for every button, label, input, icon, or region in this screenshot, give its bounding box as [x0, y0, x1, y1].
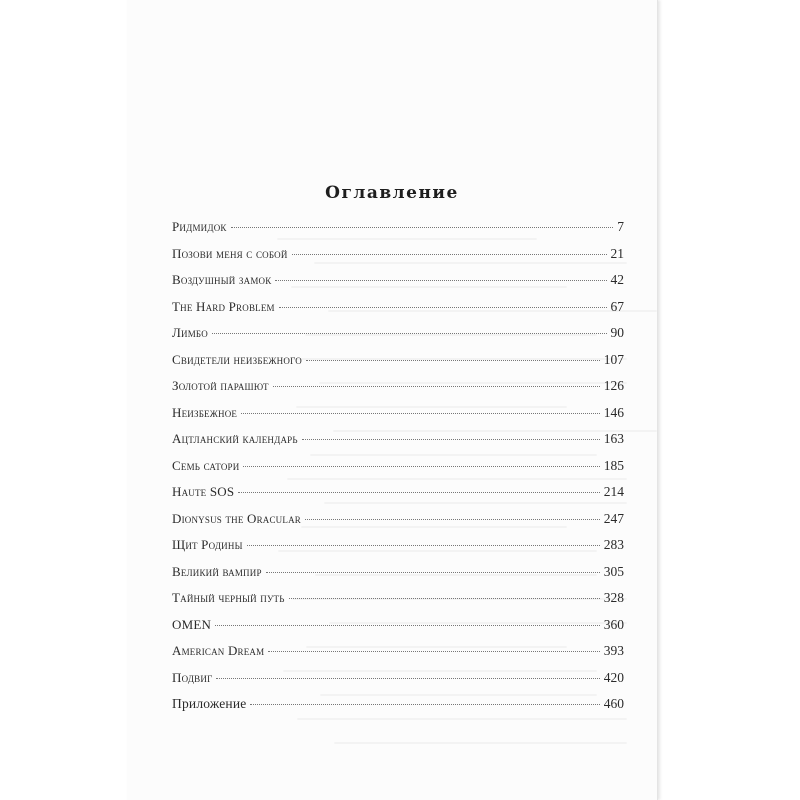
toc-entry — [172, 325, 624, 352]
toc-entry — [172, 378, 624, 405]
toc-entry-page-number: 146 — [603, 404, 624, 420]
toc-entry-page-number: 126 — [603, 378, 624, 393]
page-title: Оглавление — [325, 183, 459, 204]
toc-entry-title: Воздушный замок — [172, 272, 272, 287]
toc-entry — [172, 219, 624, 246]
toc-entry — [172, 670, 624, 697]
toc-entry-title: Щит Родины — [172, 537, 243, 552]
toc-entry-title: Dionysus the Oracular — [172, 510, 301, 526]
dot-leader — [238, 492, 599, 493]
dot-leader — [306, 360, 600, 361]
toc-entry-page-number: 21 — [610, 245, 624, 261]
toc-entry-page-number: 107 — [603, 351, 624, 367]
toc-entry — [172, 405, 624, 432]
dot-leader — [268, 651, 599, 652]
toc-entry — [172, 511, 624, 538]
toc-entry-title: Семь сатори — [172, 457, 240, 473]
dot-leader — [212, 333, 607, 334]
toc-entry-page-number: 7 — [617, 219, 624, 234]
dot-leader — [289, 598, 600, 599]
toc-entry-page-number: 460 — [603, 696, 624, 711]
dot-leader — [216, 678, 599, 679]
toc-entry-title: Ацтланский календарь — [172, 431, 298, 446]
toc-entry-title: American Dream — [172, 643, 265, 658]
toc-entry-page-number: 360 — [603, 616, 624, 632]
toc-entry-title: Haute SOS — [172, 484, 235, 499]
toc-entry-page-number: 305 — [603, 563, 624, 579]
toc-entry-page-number: 90 — [610, 325, 624, 340]
toc-entry — [172, 564, 624, 591]
toc-entry-page-number: 42 — [610, 272, 624, 287]
dot-leader — [292, 254, 607, 255]
toc-entry-title: Подвиг — [172, 669, 213, 685]
toc-entry-title: Тайный черный путь — [172, 590, 285, 605]
toc-entry-title: Лимбо — [172, 325, 208, 340]
toc-entry — [172, 246, 624, 273]
dot-leader — [215, 625, 600, 626]
dot-leader — [275, 280, 606, 281]
toc-entry-page-number: 67 — [610, 298, 624, 314]
toc-entry-title: Ридмидок — [172, 219, 227, 234]
dot-leader — [266, 572, 600, 573]
toc-entry — [172, 590, 624, 617]
toc-entry-title: Великий вампир — [172, 563, 262, 579]
toc-entry-page-number: 163 — [603, 431, 624, 446]
toc-entry-page-number: 393 — [603, 643, 624, 658]
dot-leader — [241, 413, 600, 414]
book-page — [127, 0, 658, 800]
dot-leader — [247, 545, 600, 546]
toc-entry — [172, 299, 624, 326]
toc-entry-title: Неизбежное — [172, 404, 238, 420]
toc-entry-title: Свидетели неизбежного — [172, 351, 302, 367]
toc-entry — [172, 458, 624, 485]
dot-leader — [273, 386, 600, 387]
dot-leader — [305, 519, 600, 520]
toc-entry-title: Позови меня с собой — [172, 245, 288, 261]
toc-entry — [172, 352, 624, 379]
toc-entry — [172, 272, 624, 299]
toc-entry-title: OMEN — [172, 616, 212, 632]
toc-entry — [172, 643, 624, 670]
toc-entry — [172, 431, 624, 458]
toc-entry-page-number: 283 — [603, 537, 624, 552]
toc-entry — [172, 696, 624, 723]
dot-leader — [302, 439, 600, 440]
dot-leader — [231, 227, 614, 228]
toc-entry-title: Приложение — [172, 696, 247, 711]
table-of-contents — [172, 219, 624, 723]
toc-entry-page-number: 420 — [603, 669, 624, 685]
toc-entry-page-number: 247 — [603, 510, 624, 526]
toc-entry-title: The Hard Problem — [172, 298, 275, 314]
toc-entry-title: Золотой парашют — [172, 378, 269, 393]
dot-leader — [250, 704, 599, 705]
toc-entry — [172, 617, 624, 644]
toc-entry — [172, 484, 624, 511]
dot-leader — [279, 307, 607, 308]
toc-entry-page-number: 328 — [603, 590, 624, 605]
show-through-line — [334, 742, 627, 744]
dot-leader — [243, 466, 599, 467]
toc-entry-page-number: 214 — [603, 484, 624, 499]
toc-entry — [172, 537, 624, 564]
toc-entry-page-number: 185 — [603, 457, 624, 473]
